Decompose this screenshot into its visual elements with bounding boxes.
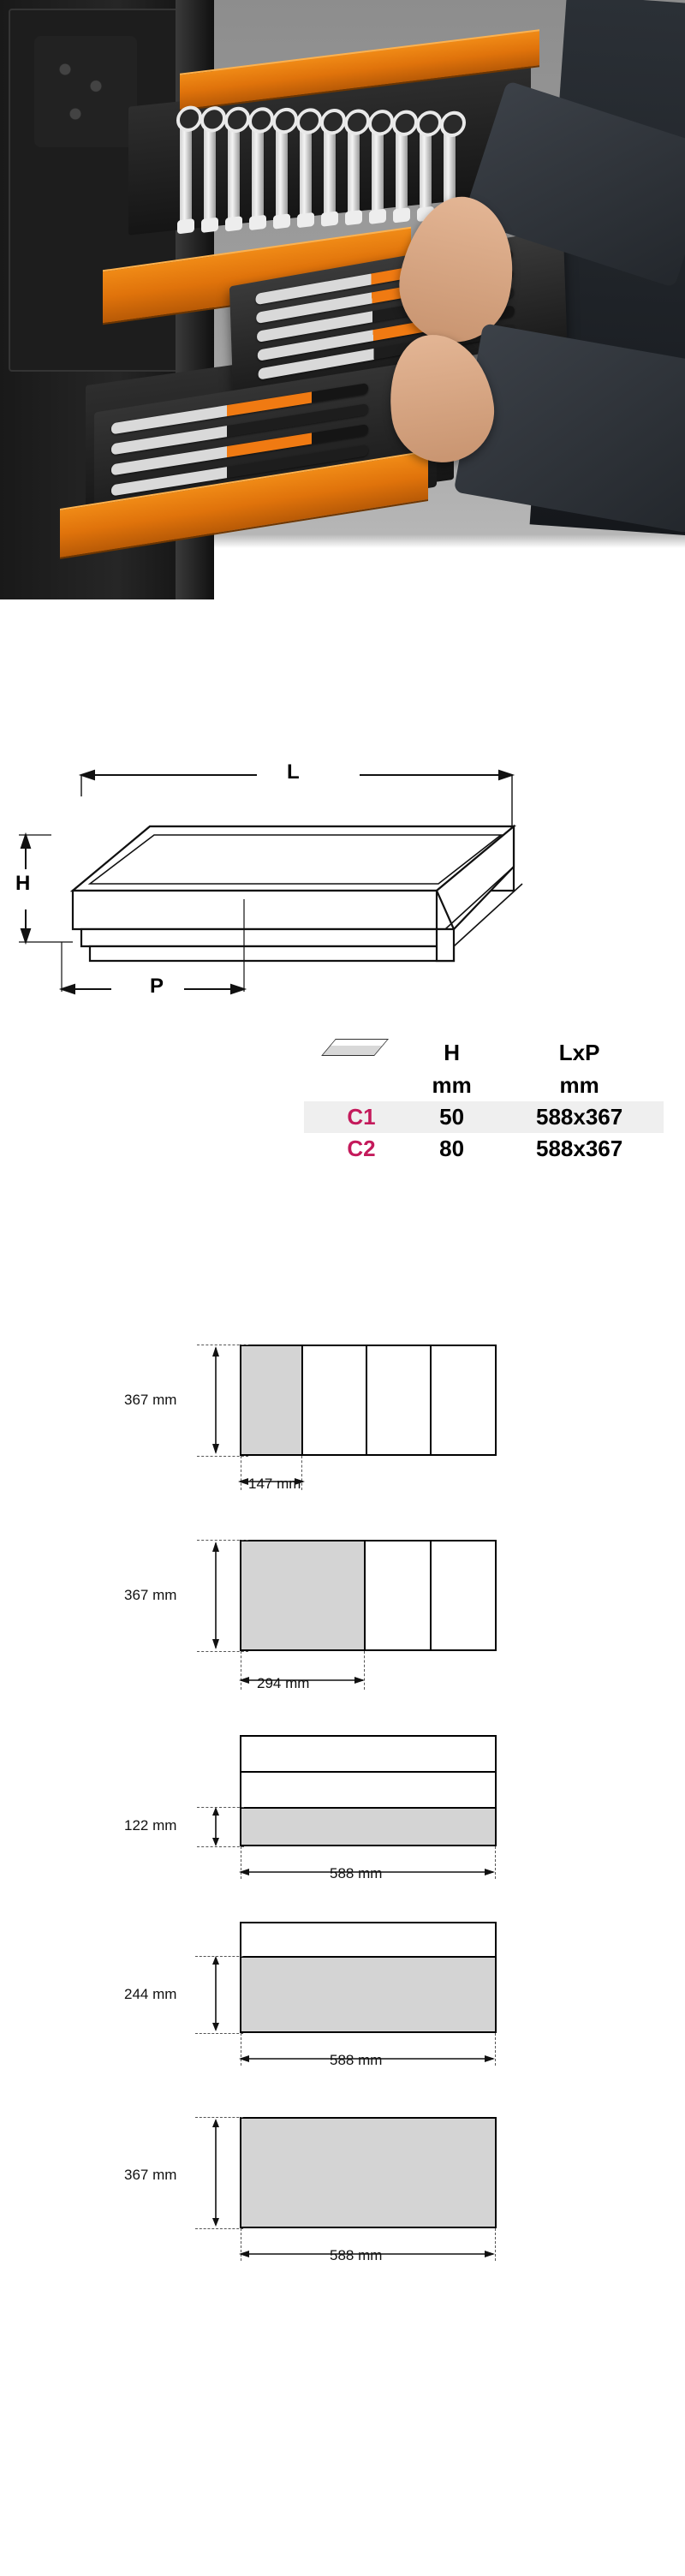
diagram-layout-2-columns: [0, 1514, 685, 1702]
dim-label-horizontal: 147 mm: [248, 1476, 301, 1492]
cabinet-decoration: [34, 36, 137, 147]
tray-icon: [304, 1036, 408, 1070]
diagram-divider: [364, 1540, 366, 1651]
wrench: [228, 116, 240, 225]
table-row: [304, 1133, 664, 1165]
header-h-unit: mm: [432, 1072, 472, 1098]
dim-label-horizontal: 588 mm: [330, 1865, 383, 1881]
wrench: [420, 119, 432, 215]
diagram-filled-cell: [241, 1541, 364, 1649]
isometric-svg: [0, 685, 685, 1045]
table-header-row: [304, 1036, 664, 1070]
spec-table-body: [304, 1101, 664, 1165]
wrench: [396, 118, 408, 216]
isometric-drawing: [0, 685, 685, 1045]
header-lxp-unit: mm: [559, 1072, 599, 1098]
diagram-filled-cell: [241, 2119, 495, 2227]
label-height: H: [15, 872, 31, 895]
table-unit-row: [304, 1070, 664, 1101]
label-depth: P: [150, 975, 164, 998]
dim-label-vertical: 367 mm: [124, 1587, 177, 1603]
dim-label-horizontal: 294 mm: [257, 1675, 310, 1691]
diagram-layout-2-rows: [0, 1905, 685, 2084]
dim-arrow-vertical: [195, 2114, 255, 2238]
diagram-divider: [240, 1956, 497, 1958]
row-h: 80: [439, 1136, 465, 1161]
table-row: [304, 1101, 664, 1133]
diagram-divider: [366, 1345, 367, 1456]
diagram-divider: [430, 1345, 432, 1456]
wrench: [276, 116, 288, 223]
spec-table-head: [304, 1036, 664, 1101]
dim-label-vertical: 122 mm: [124, 1817, 177, 1834]
dim-label-horizontal: 588 mm: [330, 2247, 383, 2263]
unit-spacer: [304, 1070, 408, 1101]
wrench: [300, 116, 312, 221]
header-lxp: LxP: [558, 1040, 600, 1065]
wrench: [324, 117, 336, 220]
dim-arrow-vertical: [195, 1953, 255, 2042]
diagram-divider: [301, 1345, 303, 1456]
wrench: [180, 114, 192, 227]
diagram-filled-cell: [241, 1809, 495, 1845]
dim-label-horizontal: 588 mm: [330, 2052, 383, 2068]
wrench: [348, 117, 360, 218]
wrench: [372, 118, 384, 218]
diagram-layout-full: [0, 2100, 685, 2280]
wrench: [204, 115, 216, 226]
product-photo: [0, 0, 685, 685]
row-code: C2: [347, 1136, 376, 1161]
row-lxp: 588x367: [535, 1136, 623, 1161]
spec-table: [304, 1036, 664, 1165]
diagram-divider: [240, 1807, 497, 1809]
dim-label-vertical: 367 mm: [124, 2167, 177, 2183]
layout-diagrams: [0, 1310, 685, 2295]
diagram-divider: [430, 1540, 432, 1651]
diagram-filled-cell: [241, 1958, 495, 2031]
row-h: 50: [439, 1104, 465, 1130]
diagram-divider: [240, 1771, 497, 1773]
diagram-layout-4-columns: [0, 1310, 685, 1499]
header-h: H: [444, 1040, 460, 1065]
row-lxp: 588x367: [535, 1104, 623, 1130]
row-code: C1: [347, 1104, 376, 1130]
dim-label-vertical: 367 mm: [124, 1392, 177, 1408]
wrench: [252, 116, 264, 224]
dim-label-vertical: 244 mm: [124, 1986, 177, 2002]
label-length: L: [287, 760, 300, 784]
diagram-layout-3-rows: [0, 1718, 685, 1889]
